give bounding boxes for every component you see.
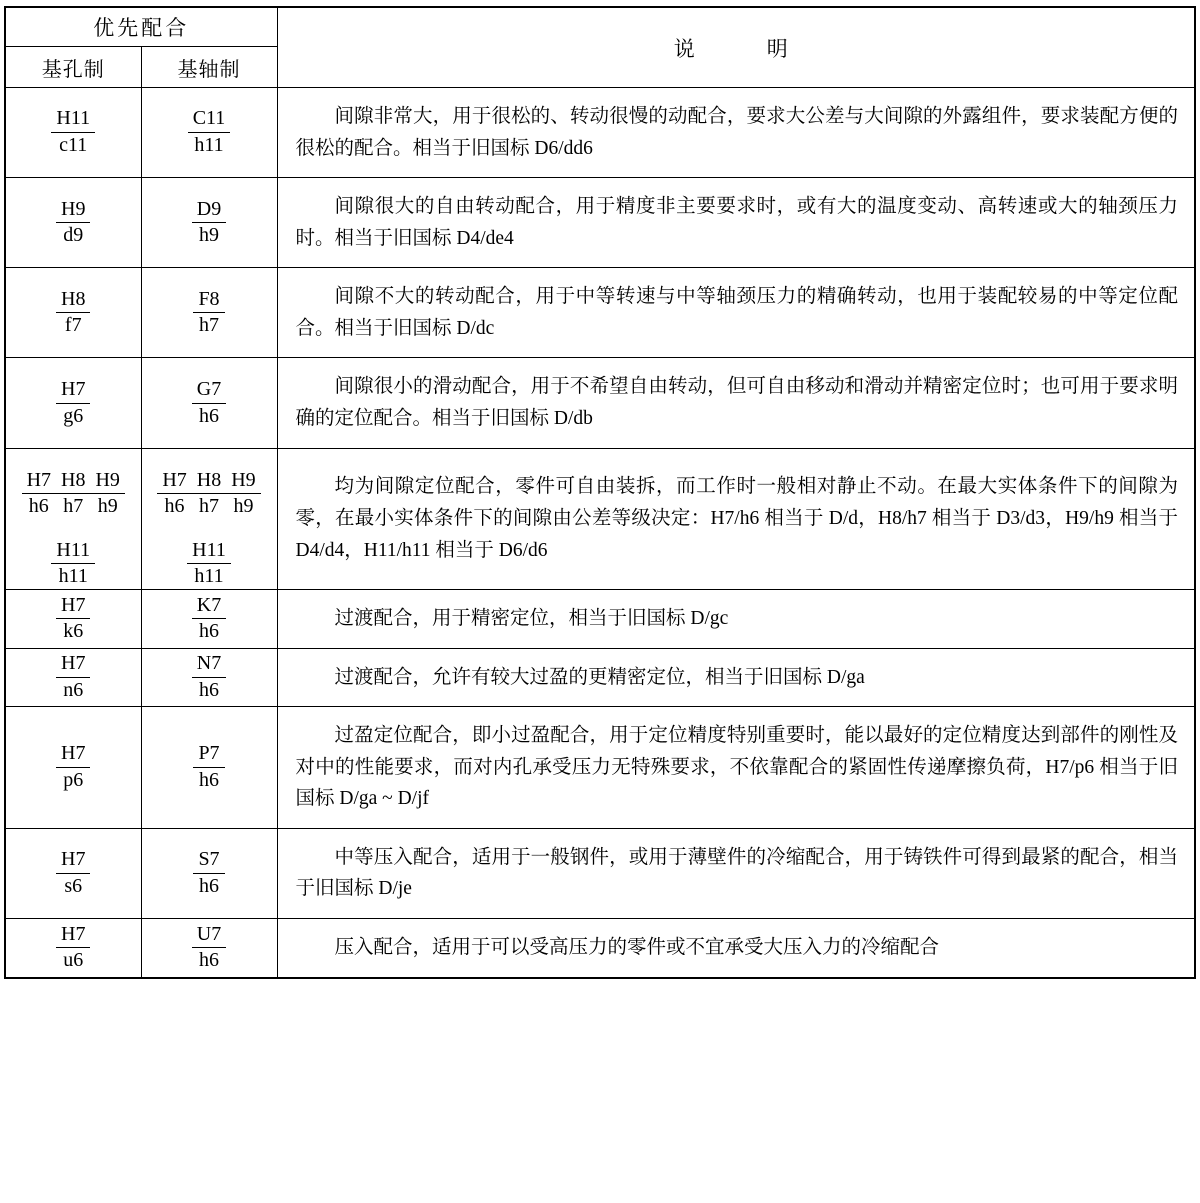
fit-denominator: h7 (198, 495, 219, 518)
cell-description (277, 448, 1195, 589)
fit-numerator: H11 (51, 107, 95, 133)
fit-designation (51, 539, 95, 589)
fit-designation (187, 539, 231, 589)
fit-numerator: N7 (192, 652, 226, 678)
fit-designation (56, 652, 90, 702)
table-row (5, 178, 1195, 268)
fit-designation (188, 107, 231, 157)
fit-denominator: g6 (63, 404, 84, 427)
cell-description (277, 828, 1195, 918)
table-body (5, 88, 1195, 978)
cell-shaft-basis (141, 358, 277, 448)
header-shaft-basis: 基轴制 (141, 47, 277, 88)
cell-hole-basis (5, 448, 141, 589)
fit-designation (56, 923, 90, 973)
description-text: 间隙很大的自由转动配合，用于精度非主要要求时，或有大的温度变动、高转速或大的轴颈压力时。相当于旧国标 D4/de4 (295, 196, 1178, 249)
cell-description (277, 919, 1195, 978)
cell-hole-basis (5, 88, 141, 178)
cell-hole-basis (5, 707, 141, 829)
fit-numerator: H9 (226, 469, 260, 495)
fit-numerator: H11 (187, 539, 231, 565)
table-row (5, 88, 1195, 178)
fit-designation (193, 288, 224, 338)
fit-numerator: H7 (157, 469, 191, 495)
cell-hole-basis (5, 178, 141, 268)
table-row (5, 828, 1195, 918)
fit-designation (193, 742, 224, 792)
fit-numerator: H7 (56, 378, 90, 404)
header-hole-basis: 基孔制 (5, 47, 141, 88)
fit-denominator: h9 (233, 495, 254, 518)
table-row (5, 919, 1195, 978)
cell-hole-basis (5, 590, 141, 649)
fit-designation (192, 469, 226, 519)
fit-designation (192, 378, 226, 428)
preferred-fits-table (4, 6, 1196, 979)
fit-denominator: h6 (198, 404, 219, 427)
fit-designation (193, 848, 224, 898)
fit-denominator: h7 (63, 495, 84, 518)
description-text: 过盈定位配合，即小过盈配合，用于定位精度特别重要时，能以最好的定位精度达到部件的刚性及对中的性能要求，而对内孔承受压力无特殊要求，不依靠配合的紧固性传递摩擦负荷，H7/p6 相当于旧国标 D/ga ~ D/jf (295, 725, 1178, 810)
fit-denominator: s6 (64, 874, 83, 897)
fit-denominator: h6 (199, 769, 219, 792)
fit-designation (192, 198, 226, 248)
fit-numerator: C11 (188, 107, 231, 133)
fit-designation (56, 469, 90, 519)
fit-numerator: D9 (192, 198, 226, 224)
fit-numerator: H11 (51, 539, 95, 565)
fit-denominator: h11 (58, 565, 88, 588)
fit-denominator: h7 (199, 314, 219, 337)
table-row (5, 707, 1195, 829)
cell-description (277, 707, 1195, 829)
table-header (5, 7, 1195, 88)
cell-description (277, 178, 1195, 268)
cell-hole-basis (5, 828, 141, 918)
fit-denominator: h11 (194, 565, 224, 588)
description-text: 间隙非常大，用于很松的、转动很慢的动配合，要求大公差与大间隙的外露组件，要求装配方便的很松的配合。相当于旧国标 D6/dd6 (295, 106, 1178, 159)
description-text: 均为间隙定位配合，零件可自由装拆，而工作时一般相对静止不动。在最大实体条件下的间隙为零，在最小实体条件下的间隙由公差等级决定：H7/h6 相当于 D/d，H8/h7 相当于 D3/d3，H9/h9 相当于 D4/d4，H11/h11 相当于 D6/d6 (295, 476, 1178, 561)
fit-denominator: h6 (164, 495, 185, 518)
fit-numerator: H9 (56, 198, 90, 224)
fit-denominator: f7 (64, 314, 82, 337)
description-text: 中等压入配合，适用于一般钢件，或用于薄壁件的冷缩配合，用于铸铁件可得到最紧的配合，相当于旧国标 D/je (295, 846, 1178, 900)
fit-designation (56, 594, 90, 644)
cell-shaft-basis (141, 648, 277, 707)
fit-denominator: h11 (194, 134, 224, 157)
fit-denominator: n6 (63, 678, 84, 701)
fit-designation (56, 848, 90, 898)
fit-numerator: U7 (192, 923, 226, 949)
fit-denominator: h9 (97, 495, 118, 518)
fit-denominator: h6 (198, 678, 219, 701)
fit-numerator: H8 (56, 469, 90, 495)
cell-shaft-basis (141, 88, 277, 178)
header-description: 说 明 (277, 7, 1195, 88)
table-row (5, 590, 1195, 649)
fit-designation (192, 652, 226, 702)
cell-description (277, 590, 1195, 649)
fit-numerator: G7 (192, 378, 226, 404)
cell-shaft-basis (141, 178, 277, 268)
cell-hole-basis (5, 358, 141, 448)
fit-designation (157, 469, 191, 519)
fit-designation (56, 198, 90, 248)
fit-numerator: F8 (193, 288, 224, 314)
fit-numerator: H7 (56, 652, 90, 678)
cell-shaft-basis (141, 590, 277, 649)
fit-designation (226, 469, 260, 519)
fit-denominator: h6 (28, 495, 49, 518)
fit-denominator: h6 (198, 949, 219, 972)
fit-numerator: H7 (56, 742, 90, 768)
description-text: 压入配合，适用于可以受高压力的零件或不宜承受大压入力的冷缩配合 (334, 937, 940, 959)
table-row (5, 358, 1195, 448)
fit-numerator: H7 (56, 848, 90, 874)
cell-shaft-basis (141, 707, 277, 829)
fit-designation (192, 923, 226, 973)
cell-shaft-basis (141, 828, 277, 918)
table-row (5, 648, 1195, 707)
fit-numerator: H7 (22, 469, 56, 495)
cell-hole-basis (5, 648, 141, 707)
description-text: 过渡配合，用于精密定位，相当于旧国标 D/gc (334, 608, 729, 629)
cell-hole-basis (5, 268, 141, 358)
fit-numerator: H8 (192, 469, 226, 495)
cell-description (277, 358, 1195, 448)
fit-designation (90, 469, 124, 519)
fit-denominator: p6 (63, 769, 84, 792)
fit-numerator: H7 (56, 923, 90, 949)
fit-denominator: k6 (63, 620, 84, 643)
cell-description (277, 648, 1195, 707)
fit-denominator: c11 (59, 134, 88, 157)
fit-designation (51, 107, 95, 157)
fit-numerator: H7 (56, 594, 90, 620)
table-row (5, 448, 1195, 589)
cell-hole-basis (5, 919, 141, 978)
fit-denominator: h9 (198, 224, 219, 247)
fit-designation (56, 288, 90, 338)
fit-denominator: h6 (199, 874, 219, 897)
description-text: 间隙不大的转动配合，用于中等转速与中等轴颈压力的精确转动，也用于装配较易的中等定位配合。相当于旧国标 D/dc (295, 286, 1178, 339)
fit-denominator: d9 (63, 224, 84, 247)
fit-numerator: H8 (56, 288, 90, 314)
header-group-preferred-fits: 优先配合 (5, 7, 277, 47)
fit-numerator: H9 (90, 469, 124, 495)
fit-numerator: S7 (193, 848, 224, 874)
table-row (5, 268, 1195, 358)
cell-shaft-basis (141, 919, 277, 978)
fit-denominator: h6 (198, 620, 219, 643)
fit-designation (56, 378, 90, 428)
fit-numerator: P7 (193, 742, 224, 768)
fit-numerator: K7 (192, 594, 226, 620)
cell-shaft-basis (141, 448, 277, 589)
fit-denominator: u6 (63, 949, 84, 972)
fit-designation (192, 594, 226, 644)
fit-designation (56, 742, 90, 792)
cell-shaft-basis (141, 268, 277, 358)
cell-description (277, 268, 1195, 358)
description-text: 间隙很小的滑动配合，用于不希望自由转动，但可自由移动和滑动并精密定位时；也可用于要求明确的定位配合。相当于旧国标 D/db (295, 376, 1178, 430)
header-row-top (5, 7, 1195, 47)
fit-designation (22, 469, 56, 519)
cell-description (277, 88, 1195, 178)
description-text: 过渡配合，允许有较大过盈的更精密定位，相当于旧国标 D/ga (334, 666, 865, 688)
